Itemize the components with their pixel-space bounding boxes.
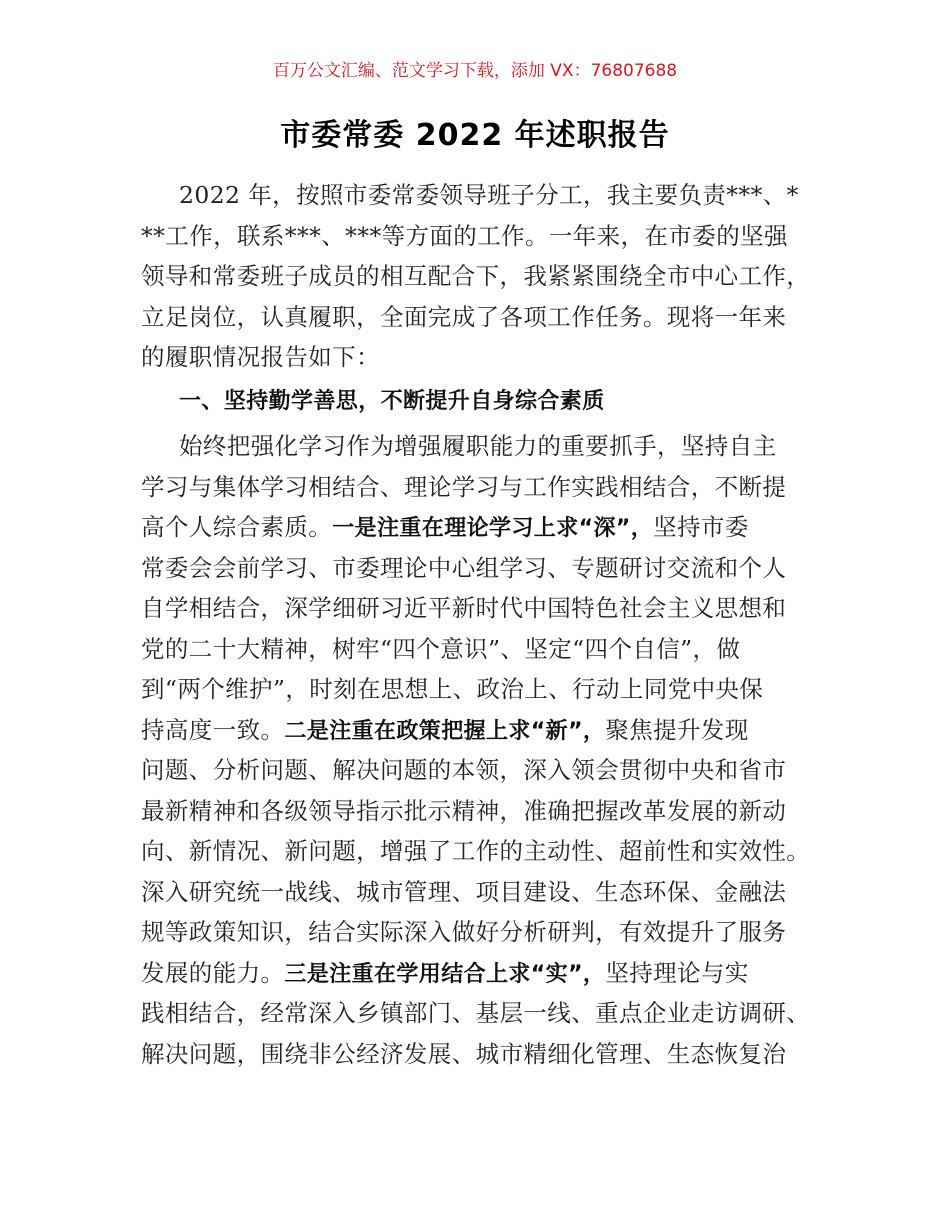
text-line: 解决问题，围绕非公经济发展、城市精细化管理、生态恢复治 <box>141 1039 787 1068</box>
text-line: 立足岗位，认真履职，全面完成了各项工作任务。现将一年来 <box>141 302 787 331</box>
bold-point-two: 二是注重在政策把握上求“新”， <box>284 718 606 744</box>
section1-paragraph <box>141 426 823 1074</box>
text-run: 坚持市委 <box>653 513 749 541</box>
text-line: 深入研究统一战线、城市管理、项目建设、生态环保、金融法 <box>141 877 787 906</box>
text-line <box>141 710 823 751</box>
bold-point-one: 一是注重在理论学习上求“深”， <box>332 516 654 541</box>
text-line <box>141 507 823 548</box>
text-line: 的履职情况报告如下： <box>141 343 380 371</box>
text-line: 常委会会前学习、市委理论中心组学习、专题研讨交流和个人 <box>141 553 787 582</box>
text-run: 高个人综合素质。 <box>141 513 333 541</box>
text-line: 问题、分析问题、解决问题的本领，深入领会贯彻中央和省市 <box>141 756 787 784</box>
section-heading: 一、坚持勤学善思，不断提升自身综合素质 <box>179 388 605 414</box>
document-body <box>141 175 823 1074</box>
text-line: 践相结合，经常深入乡镇部门、基层一线、重点企业走访调研、 <box>141 999 811 1027</box>
watermark-banner: 百万公文汇编、范文学习下载，添加 VX：76807688 <box>272 61 678 81</box>
text-line: 2022 年，按照市委常委领导班子分工，我主要负责***、* <box>179 181 799 209</box>
bold-point-three: 三是注重在学用结合上求“实”， <box>284 961 606 987</box>
text-line: 党的二十大精神，树牢“四个意识”、坚定“四个自信”，做 <box>141 634 741 663</box>
text-run: 发展的能力。 <box>141 958 285 987</box>
text-line: 自学相结合，深学细研习近平新时代中国特色社会主义思想和 <box>141 594 787 622</box>
text-line: 规等政策知识，结合实际深入做好分析研判，有效提升了服务 <box>141 918 787 946</box>
text-run: 坚持理论与实 <box>605 958 749 987</box>
text-line: 向、新情况、新问题，增强了工作的主动性、超前性和实效性。 <box>141 837 811 865</box>
text-line: 到“两个维护”，时刻在思想上、政治上、行动上同党中央保 <box>141 675 764 703</box>
text-line: 始终把强化学习作为增强履职能力的重要抓手，坚持自主 <box>179 432 777 460</box>
text-line: 学习与集体学习相结合、理论学习与工作实践相结合，不断提 <box>141 472 787 501</box>
document-title: 市委常委 2022 年述职报告 <box>280 118 670 153</box>
text-line <box>141 953 823 994</box>
text-line: 最新精神和各级领导指示批示精神，准确把握改革发展的新动 <box>141 796 787 825</box>
intro-paragraph <box>141 175 823 378</box>
text-run: 聚焦提升发现 <box>605 715 749 744</box>
text-line: **工作，联系***、***等方面的工作。一年来，在市委的坚强 <box>141 221 788 250</box>
text-line: 领导和常委班子成员的相互配合下，我紧紧围绕全市中心工作， <box>141 262 811 290</box>
text-run: 持高度一致。 <box>141 715 285 744</box>
